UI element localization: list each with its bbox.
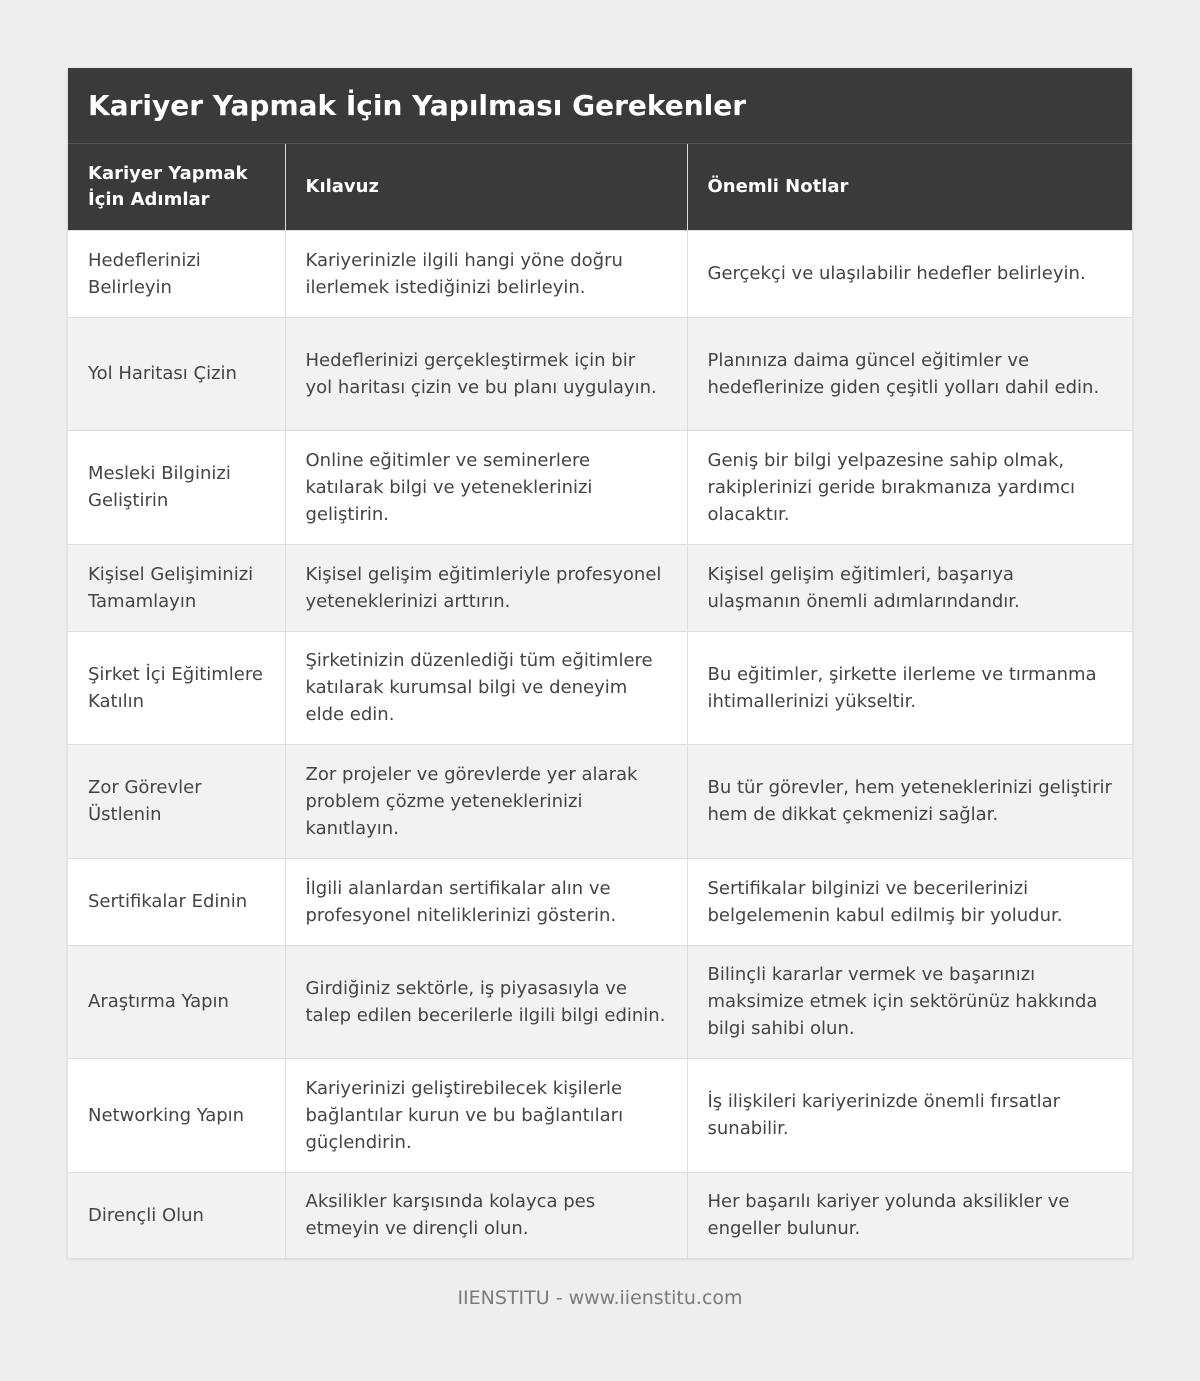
career-steps-table bbox=[68, 144, 1132, 1258]
cell-guide: Zor projeler ve görevlerde yer alarak problem çözme yeteneklerinizi kanıtlayın. bbox=[285, 744, 687, 858]
cell-guide: Kariyerinizi geliştirebilecek kişilerle bağlantılar kurun ve bu bağlantıları güçlendirin. bbox=[285, 1058, 687, 1172]
table-row bbox=[68, 631, 1132, 744]
cell-guide: Şirketinizin düzenlediği tüm eğitimlere katılarak kurumsal bilgi ve deneyim elde edin. bbox=[285, 631, 687, 744]
table-row bbox=[68, 945, 1132, 1058]
cell-step: Araştırma Yapın bbox=[68, 945, 285, 1058]
cell-step: Mesleki Bilginizi Geliştirin bbox=[68, 430, 285, 544]
cell-step: Yol Haritası Çizin bbox=[68, 317, 285, 430]
cell-step: Hedeflerinizi Belirleyin bbox=[68, 230, 285, 317]
title-bar bbox=[68, 68, 1132, 144]
table-card bbox=[68, 68, 1132, 1258]
column-header-notes: Önemli Notlar bbox=[687, 144, 1132, 230]
table-row bbox=[68, 230, 1132, 317]
cell-step: Dirençli Olun bbox=[68, 1172, 285, 1258]
cell-note: Gerçekçi ve ulaşılabilir hedefler belirleyin. bbox=[687, 230, 1132, 317]
table-row bbox=[68, 544, 1132, 631]
cell-note: Planınıza daima güncel eğitimler ve hedeflerinize giden çeşitli yolları dahil edin. bbox=[687, 317, 1132, 430]
table-row bbox=[68, 317, 1132, 430]
table-row bbox=[68, 430, 1132, 544]
cell-step: Şirket İçi Eğitimlere Katılın bbox=[68, 631, 285, 744]
cell-note: Kişisel gelişim eğitimleri, başarıya ulaşmanın önemli adımlarındandır. bbox=[687, 544, 1132, 631]
page-title: Kariyer Yapmak İçin Yapılması Gerekenler bbox=[88, 89, 747, 122]
cell-step: Sertifikalar Edinin bbox=[68, 858, 285, 945]
cell-note: Bilinçli kararlar vermek ve başarınızı maksimize etmek için sektörünüz hakkında bilgi sahibi olun. bbox=[687, 945, 1132, 1058]
cell-note: Bu eğitimler, şirkette ilerleme ve tırmanma ihtimallerinizi yükseltir. bbox=[687, 631, 1132, 744]
cell-guide: Kariyerinizle ilgili hangi yöne doğru ilerlemek istediğinizi belirleyin. bbox=[285, 230, 687, 317]
table-row bbox=[68, 1058, 1132, 1172]
cell-guide: Hedeflerinizi gerçekleştirmek için bir yol haritası çizin ve bu planı uygulayın. bbox=[285, 317, 687, 430]
table-header-row bbox=[68, 144, 1132, 230]
cell-note: Geniş bir bilgi yelpazesine sahip olmak, rakiplerinizi geride bırakmanıza yardımcı olacaktır. bbox=[687, 430, 1132, 544]
cell-step: Kişisel Gelişiminizi Tamamlayın bbox=[68, 544, 285, 631]
cell-step: Zor Görevler Üstlenin bbox=[68, 744, 285, 858]
footer-credit: IIENSTITU - www.iienstitu.com bbox=[457, 1287, 743, 1309]
cell-note: Her başarılı kariyer yolunda aksilikler ve engeller bulunur. bbox=[687, 1172, 1132, 1258]
table-row bbox=[68, 1172, 1132, 1258]
cell-note: Sertifikalar bilginizi ve becerilerinizi belgelemenin kabul edilmiş bir yoludur. bbox=[687, 858, 1132, 945]
table-row bbox=[68, 744, 1132, 858]
cell-guide: Online eğitimler ve seminerlere katılarak bilgi ve yeteneklerinizi geliştirin. bbox=[285, 430, 687, 544]
cell-step: Networking Yapın bbox=[68, 1058, 285, 1172]
cell-guide: Aksilikler karşısında kolayca pes etmeyin ve dirençli olun. bbox=[285, 1172, 687, 1258]
table-body bbox=[68, 230, 1132, 1258]
cell-guide: Kişisel gelişim eğitimleriyle profesyonel yeteneklerinizi arttırın. bbox=[285, 544, 687, 631]
cell-guide: İlgili alanlardan sertifikalar alın ve profesyonel niteliklerinizi gösterin. bbox=[285, 858, 687, 945]
column-header-guide: Kılavuz bbox=[285, 144, 687, 230]
table-row bbox=[68, 858, 1132, 945]
cell-note: İş ilişkileri kariyerinizde önemli fırsatlar sunabilir. bbox=[687, 1058, 1132, 1172]
cell-guide: Girdiğiniz sektörle, iş piyasasıyla ve talep edilen becerilerle ilgili bilgi edinin. bbox=[285, 945, 687, 1058]
cell-note: Bu tür görevler, hem yeteneklerinizi geliştirir hem de dikkat çekmenizi sağlar. bbox=[687, 744, 1132, 858]
column-header-steps: Kariyer Yapmak İçin Adımlar bbox=[68, 144, 285, 230]
